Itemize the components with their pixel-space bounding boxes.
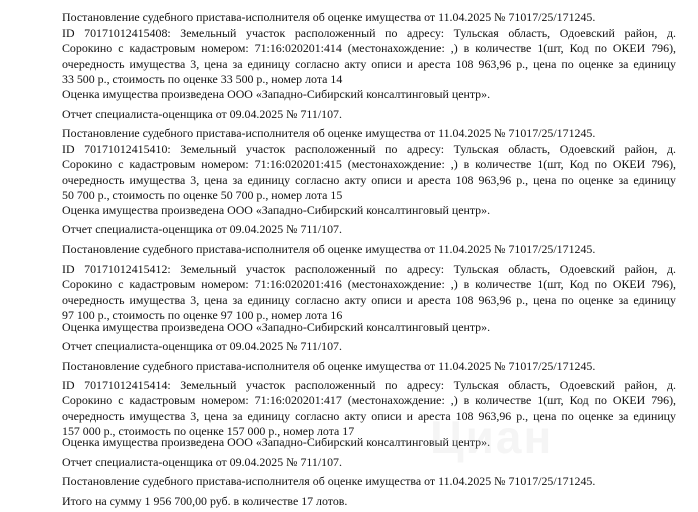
- lot-15-description: [62, 142, 676, 203]
- lot-16-line2: Сорокино с кадастровым номером: 71:16:020201:416 (местонахождение: ,) в количестве 1(шт, Код по ОКЕИ 796),: [62, 277, 676, 292]
- total-line: Итого на сумму 1 956 700,00 руб. в количестве 17 лотов.: [62, 494, 348, 508]
- lot-17-line2: Сорокино с кадастровым номером: 71:16:020201:417 (местонахождение: ,) в количестве 1(шт, Код по ОКЕИ 796),: [62, 393, 676, 408]
- lot-16-resolution: Постановление судебного пристава-исполнителя об оценке имущества от 11.04.2025 № 71017/25/171245.: [62, 359, 596, 373]
- lot-16-id-line: ID 70171012415412: Земельный участок расположенный по адресу: Тульская область, Одоевский район, д.: [62, 262, 676, 276]
- lot-14-resolution: Постановление судебного пристава-исполнителя об оценке имущества от 11.04.2025 № 71017/25/171245.: [62, 126, 596, 140]
- lot-14-line3: очередность имущества 3, цена за единицу согласно акту описи и ареста 108 963,96 р., цена по оценке за единицу: [62, 56, 676, 71]
- lot-17-report: Отчет специалиста-оценщика от 09.04.2025 № 711/107.: [62, 455, 342, 469]
- top-resolution-line: Постановление судебного пристава-исполнителя об оценке имущества от 11.04.2025 № 71017/25/171245.: [62, 10, 596, 24]
- lot-15-appraisal: Оценка имущества произведена ООО «Западно-Сибирский консалтинговый центр».: [62, 203, 491, 217]
- lot-14-line4: 33 500 р., стоимость по оценке 33 500 р., номер лота 14: [62, 71, 343, 86]
- lot-17-description: [62, 378, 676, 439]
- lot-16-description: [62, 262, 676, 323]
- lot-14-report: Отчет специалиста-оценщика от 09.04.2025 № 711/107.: [62, 107, 342, 121]
- lot-15-id-line: ID 70171012415410: Земельный участок расположенный по адресу: Тульская область, Одоевский район, д.: [62, 142, 676, 156]
- lot-14-appraisal: Оценка имущества произведена ООО «Западно-Сибирский консалтинговый центр».: [62, 87, 491, 101]
- lot-16-report: Отчет специалиста-оценщика от 09.04.2025 № 711/107.: [62, 339, 342, 353]
- lot-16-appraisal: Оценка имущества произведена ООО «Западно-Сибирский консалтинговый центр».: [62, 320, 491, 334]
- lot-17-appraisal: Оценка имущества произведена ООО «Западно-Сибирский консалтинговый центр».: [62, 435, 491, 449]
- lot-14-line2: Сорокино с кадастровым номером: 71:16:020201:414 (местонахождение: ,) в количестве 1(шт, Код по ОКЕИ 796),: [62, 41, 676, 56]
- lot-15-line3: очередность имущества 3, цена за единицу согласно акту описи и ареста 108 963,96 р., цена по оценке за единицу: [62, 172, 676, 187]
- lot-16-line4: 97 100 р., стоимость по оценке 97 100 р., номер лота 16: [62, 307, 343, 322]
- lot-17-resolution: Постановление судебного пристава-исполнителя об оценке имущества от 11.04.2025 № 71017/25/171245.: [62, 474, 596, 488]
- lot-15-line4: 50 700 р., стоимость по оценке 50 700 р., номер лота 15: [62, 187, 343, 202]
- lot-17-line4: 157 000 р., стоимость по оценке 157 000 р., номер лота 17: [62, 423, 355, 438]
- lot-15-resolution: Постановление судебного пристава-исполнителя об оценке имущества от 11.04.2025 № 71017/25/171245.: [62, 242, 596, 256]
- lot-15-report: Отчет специалиста-оценщика от 09.04.2025 № 711/107.: [62, 222, 342, 236]
- lot-14-id-line: ID 70171012415408: Земельный участок расположенный по адресу: Тульская область, Одоевский район, д.: [62, 26, 676, 40]
- lot-17-id-line: ID 70171012415414: Земельный участок расположенный по адресу: Тульская область, Одоевский район, д.: [62, 378, 676, 392]
- lot-16-line3: очередность имущества 3, цена за единицу согласно акту описи и ареста 108 963,96 р., цена по оценке за единицу: [62, 292, 676, 307]
- lot-17-line3: очередность имущества 3, цена за единицу согласно акту описи и ареста 108 963,96 р., цена по оценке за единицу: [62, 408, 676, 423]
- lot-15-line2: Сорокино с кадастровым номером: 71:16:020201:415 (местонахождение: ,) в количестве 1(шт, Код по ОКЕИ 796),: [62, 157, 676, 172]
- lot-14-description: [62, 26, 676, 87]
- watermark: Циан: [430, 411, 554, 463]
